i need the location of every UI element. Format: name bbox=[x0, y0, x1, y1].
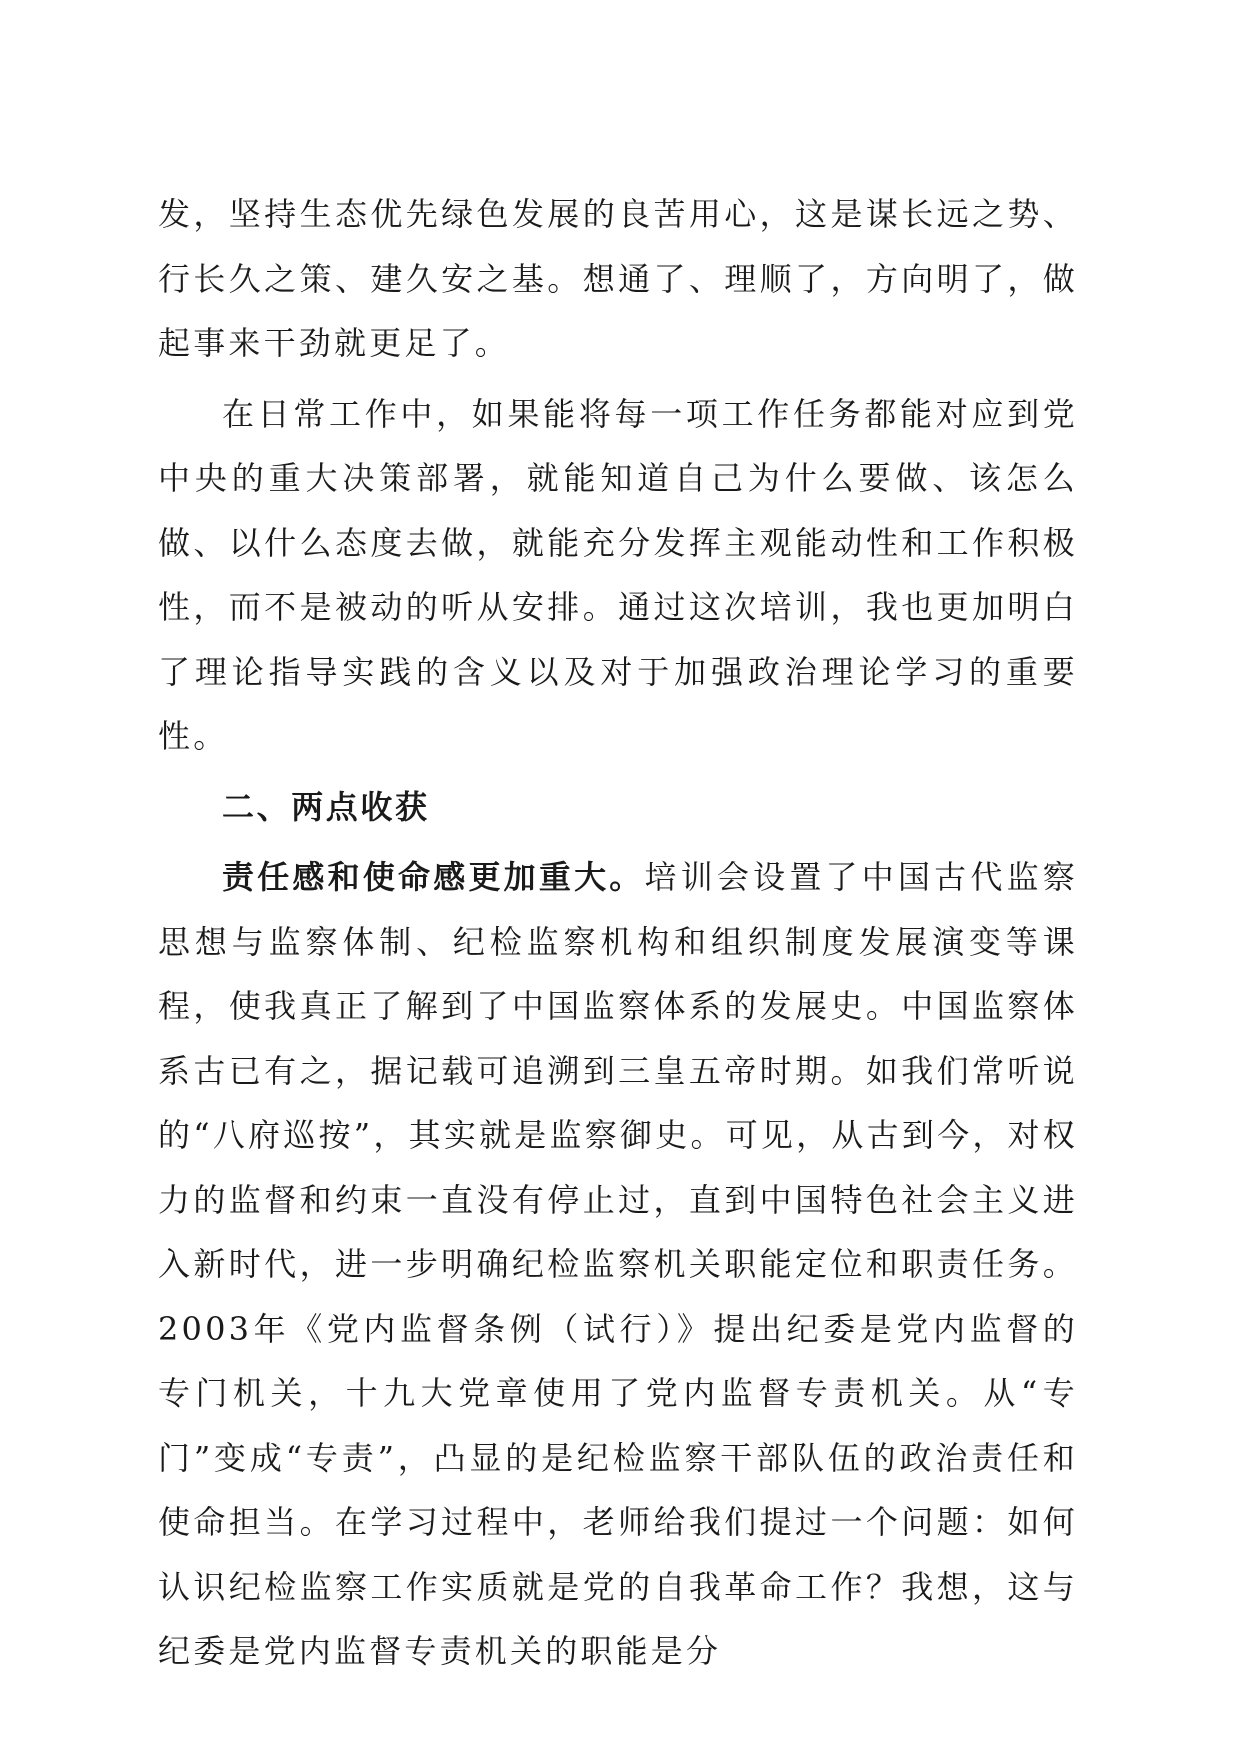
paragraph-continued bbox=[158, 182, 1078, 376]
document-body bbox=[158, 182, 1078, 1684]
paragraph-lead-sentence: 责任感和使命感更加重大。 bbox=[222, 858, 645, 896]
section-heading bbox=[158, 775, 1078, 840]
paragraph-text: 发，坚持生态优先绿色发展的良苦用心，这是谋长远之势、行长久之策、建久安之基。想通了、理顺了，方向明了，做起事来干劲就更足了。 bbox=[158, 195, 1078, 362]
paragraph-daily-work bbox=[158, 382, 1078, 769]
section-heading-text: 二、两点收获 bbox=[222, 787, 430, 826]
paragraph-responsibility bbox=[158, 845, 1078, 1684]
paragraph-text: 培训会设置了中国古代监察思想与监察体制、纪检监察机构和组织制度发展演变等课程，使我真正了解到了中国监察体系的发展史。中国监察体系古已有之，据记载可追溯到三皇五帝时期。如我们常听说的“八府巡按”，其实就是监察御史。可见，从古到今，对权力的监督和约束一直没有停止过，直到中国特色社会主义进入新时代，进一步明确纪检监察机关职能定位和职责任务。2003年《党内监督条例（试行）》提出纪委是党内监督的专门机关，十九大党章使用了党内监督专责机关。从“专门”变成“专责”，凸显的是纪检监察干部队伍的政治责任和使命担当。在学习过程中，老师给我们提过一个问题：如何认识纪检监察工作实质就是党的自我革命工作？我想，这与纪委是党内监督专责机关的职能是分 bbox=[158, 858, 1078, 1670]
paragraph-text: 在日常工作中，如果能将每一项工作任务都能对应到党中央的重大决策部署，就能知道自己为什么要做、该怎么做、以什么态度去做，就能充分发挥主观能动性和工作积极性，而不是被动的听从安排。通过这次培训，我也更加明白了理论指导实践的含义以及对于加强政治理论学习的重要性。 bbox=[158, 394, 1078, 755]
